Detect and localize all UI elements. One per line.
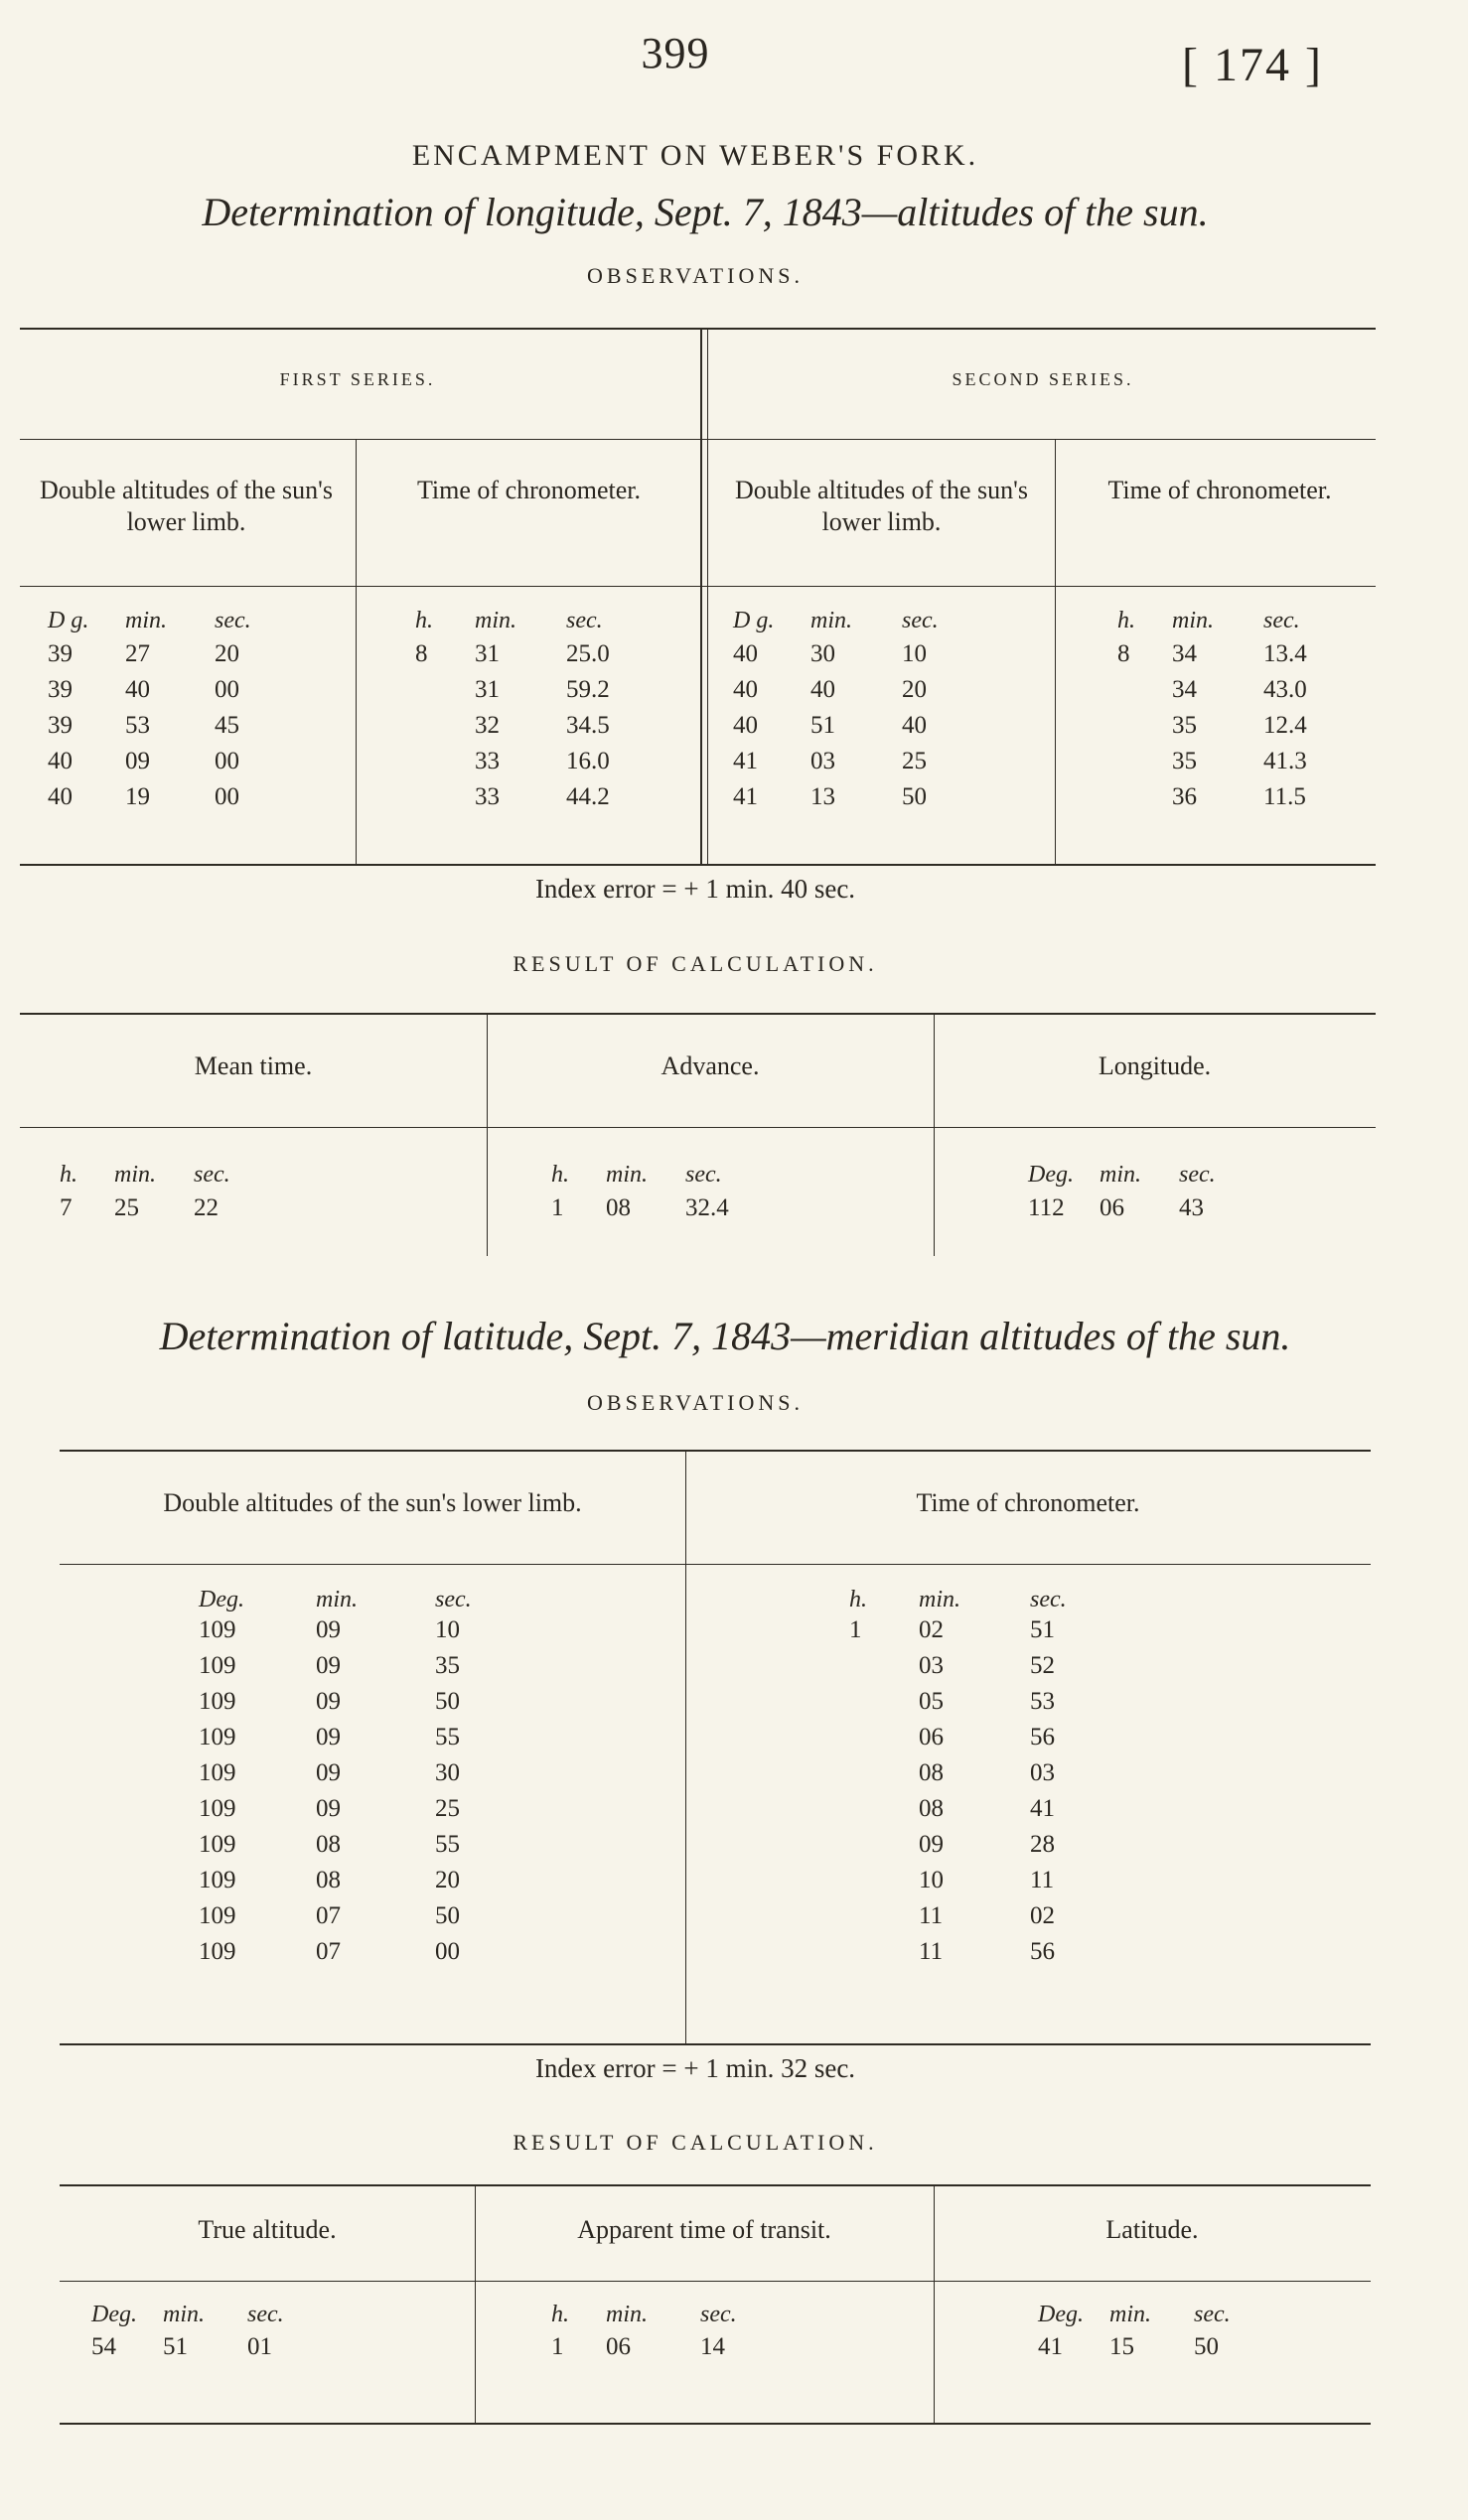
latitude-header-rule	[60, 1564, 1371, 1565]
result-longitude-value: 112 06 43	[1028, 1194, 1204, 1221]
result-top-rule	[20, 1013, 1376, 1015]
longitude-subtitle: Determination of longitude, Sept. 7, 1843—altitudes of the sun.	[202, 190, 1209, 234]
table-row: 08 03	[919, 1759, 1055, 1786]
latitude-table-top-rule	[60, 1450, 1371, 1452]
result-units-true-altitude: Deg. min. sec.	[91, 2302, 284, 2327]
latitude-col-divider	[685, 1450, 686, 2043]
bracket-page-number: [ 174 ]	[1182, 39, 1323, 91]
second-series-label: SECOND SERIES.	[952, 369, 1134, 389]
col-header-time-2: Time of chronometer.	[1107, 476, 1332, 504]
table-row: 06 56	[919, 1724, 1055, 1750]
table-row: 03 52	[919, 1652, 1055, 1679]
result-units-apparent-time: h. min. sec.	[551, 2302, 737, 2327]
table-row: 109 07 00	[199, 1938, 460, 1965]
table-row: 109 09 30	[199, 1759, 460, 1786]
result-header-apparent-time: Apparent time of transit.	[577, 2215, 831, 2244]
result-units-latitude: Deg. min. sec.	[1038, 2302, 1231, 2327]
units-alt-1: D g. min. sec.	[48, 608, 251, 633]
result-header-longitude: Longitude.	[1098, 1051, 1212, 1080]
result-mean-time-value: 7 25 22	[60, 1194, 219, 1221]
table-row: 41 13 50	[733, 783, 927, 810]
table-row: 10 11	[919, 1867, 1055, 1893]
table-row: 109 07 50	[199, 1902, 460, 1929]
result-units-mean-time: h. min. sec.	[60, 1162, 230, 1188]
table-row: 35 41.3	[1172, 748, 1307, 774]
result-apparent-time-value: 1 06 14	[551, 2333, 725, 2360]
table-row: 11 56	[919, 1938, 1055, 1965]
table-row: 1 02 51	[849, 1616, 1055, 1643]
table-row: 31 59.2	[475, 676, 610, 703]
col-header-alt-1: Double altitudes of the sun's lower limb.	[40, 476, 333, 536]
index-error-latitude: Index error = + 1 min. 32 sec.	[534, 2053, 856, 2083]
result-label-longitude: RESULT OF CALCULATION.	[513, 951, 878, 976]
result-header-latitude: Latitude.	[1105, 2215, 1199, 2244]
col-header-alt-2: Double altitudes of the sun's lower limb.	[735, 476, 1028, 536]
units-time-1: h. min. sec.	[415, 608, 603, 633]
table-row: 05 53	[919, 1688, 1055, 1715]
table-row: 40 30 10	[733, 640, 927, 667]
first-series-label: FIRST SERIES.	[279, 369, 436, 389]
table-row: 109 09 50	[199, 1688, 460, 1715]
table-row: 40 19 00	[48, 783, 239, 810]
table-row: 40 51 40	[733, 712, 927, 739]
page-number: 399	[641, 29, 710, 77]
table-row: 109 09 55	[199, 1724, 460, 1750]
table-row: 109 09 10	[199, 1616, 460, 1643]
latitude-table-bottom-rule	[60, 2043, 1371, 2045]
latitude-col-header-time: Time of chronometer.	[916, 1488, 1140, 1517]
result-header-true-altitude: True altitude.	[198, 2215, 337, 2244]
table-row: 109 09 35	[199, 1652, 460, 1679]
table-row: 08 41	[919, 1795, 1055, 1822]
table-row: 109 08 20	[199, 1867, 460, 1893]
latitude-col-header-alt: Double altitudes of the sun's lower limb.	[163, 1488, 582, 1517]
latitude-units-alt: Deg. min. sec.	[199, 1587, 472, 1612]
table-row: 39 40 00	[48, 676, 239, 703]
table-row: 109 08 55	[199, 1831, 460, 1858]
result-latitude-value: 41 15 50	[1038, 2333, 1219, 2360]
table-row: 32 34.5	[475, 712, 610, 739]
result-header-advance: Advance.	[661, 1051, 760, 1080]
table-row: 36 11.5	[1172, 783, 1306, 810]
table-row: 11 02	[919, 1902, 1055, 1929]
units-time-2: h. min. sec.	[1117, 608, 1300, 633]
table-row: 39 27 20	[48, 640, 239, 667]
series-divider	[700, 328, 702, 864]
index-error-longitude: Index error = + 1 min. 40 sec.	[534, 874, 856, 904]
result-true-altitude-value: 54 51 01	[91, 2333, 272, 2360]
result-header-rule	[20, 1127, 1376, 1128]
observations-label: OBSERVATIONS.	[587, 263, 804, 288]
result-advance-value: 1 08 32.4	[551, 1194, 729, 1221]
table-top-rule	[20, 328, 1376, 330]
second-col-divider	[1055, 439, 1056, 864]
series-divider-double	[707, 328, 708, 864]
table-row: 109 09 25	[199, 1795, 460, 1822]
table-row: 33 16.0	[475, 748, 610, 774]
latitude-result-header-rule	[60, 2281, 1371, 2282]
result-divider-2	[934, 1013, 935, 1256]
result-units-advance: h. min. sec.	[551, 1162, 722, 1188]
table-row: 39 53 45	[48, 712, 239, 739]
units-alt-2: D g. min. sec.	[733, 608, 939, 633]
table-row: 40 40 20	[733, 676, 927, 703]
table-row: 8 34 13.4	[1117, 640, 1307, 667]
table-row: 35 12.4	[1172, 712, 1307, 739]
latitude-observations-label: OBSERVATIONS.	[587, 1390, 804, 1415]
first-col-divider	[356, 439, 357, 864]
table-row: 40 09 00	[48, 748, 239, 774]
table-row: 09 28	[919, 1831, 1055, 1858]
result-header-mean-time: Mean time.	[194, 1051, 313, 1080]
page-title: ENCAMPMENT ON WEBER'S FORK.	[411, 139, 979, 172]
latitude-units-time: h. min. sec.	[849, 1587, 1067, 1612]
table-row: 8 31 25.0	[415, 640, 610, 667]
table-row: 33 44.2	[475, 783, 610, 810]
result-divider-1	[487, 1013, 488, 1256]
table-bottom-rule	[20, 864, 1376, 866]
latitude-result-top-rule	[60, 2184, 1371, 2186]
latitude-title: Determination of latitude, Sept. 7, 1843—meridian altitudes of the sun.	[159, 1314, 1291, 1358]
latitude-result-bottom-rule	[60, 2423, 1371, 2425]
col-header-time-1: Time of chronometer.	[416, 476, 642, 504]
table-row: 41 03 25	[733, 748, 927, 774]
result-units-longitude: Deg. min. sec.	[1028, 1162, 1216, 1188]
result-label-latitude: RESULT OF CALCULATION.	[513, 2130, 878, 2155]
series-rule	[20, 439, 1376, 440]
header-rule	[20, 586, 1376, 587]
table-row: 34 43.0	[1172, 676, 1307, 703]
